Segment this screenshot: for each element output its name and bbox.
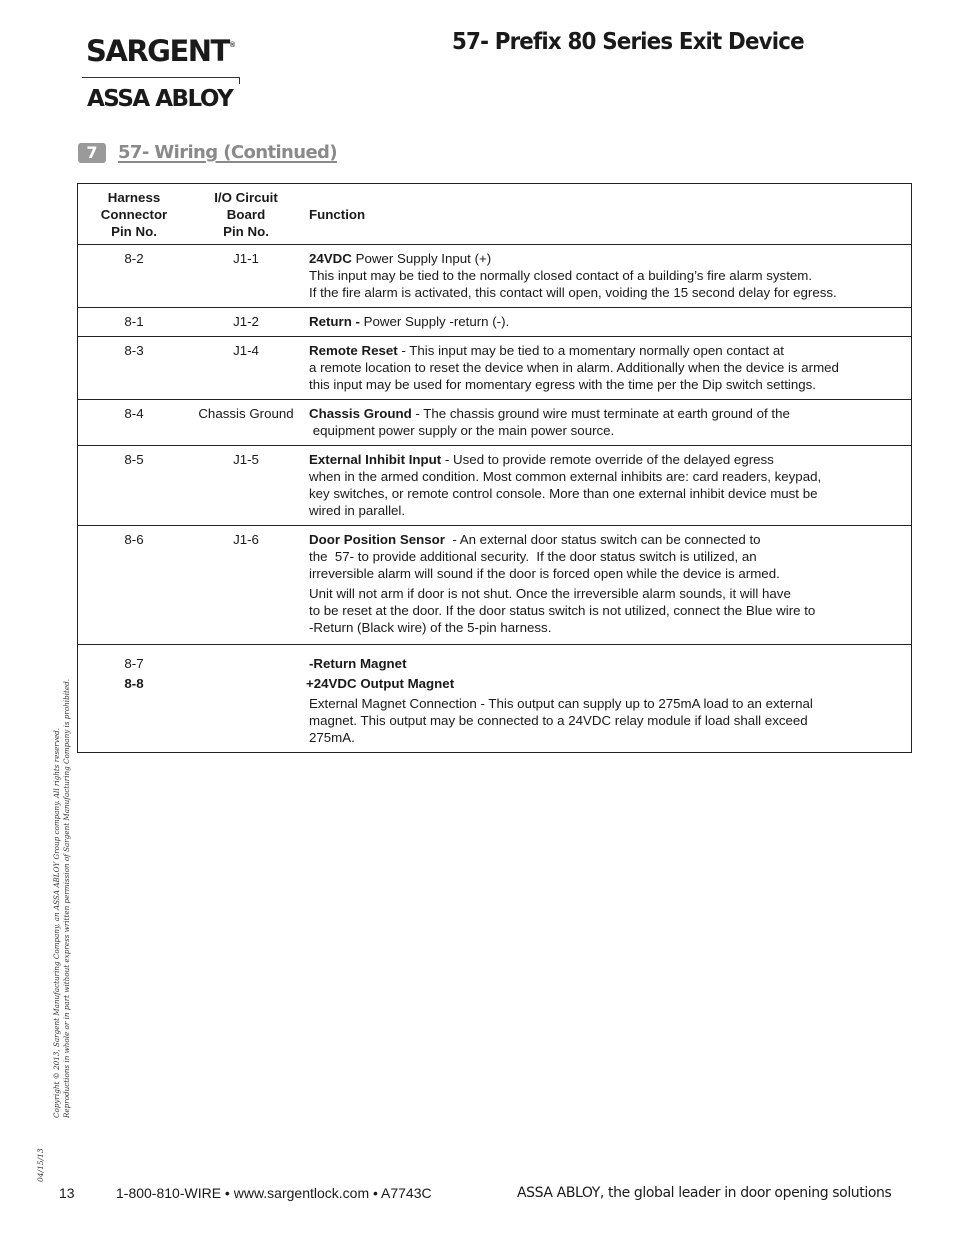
- function-cell: Door Position Sensor - An external door status switch can be connected to the 57- to provide additional security. If the door status switch is utilized, an irreversible alarm will sound if the door is forced open while the device is armed. Unit will not arm if door is not shut. Once the irreversible alarm sounds, it will have to be reset at the door. If the door status switch is not utilized, connect the Blue wire to -Return (Black wire) of the 5-pin harness.: [302, 526, 912, 645]
- function-cell: Remote Reset - This input may be tied to a momentary normally open contact at a remote location to reset the device when in alarm. Additionally when the device is armed this input may be used for momentary egress with the time per the Dip switch settings.: [309, 343, 839, 392]
- function-cell: 24VDC Power Supply Input (+) This input may be tied to the normally closed contact of a building’s fire alarm system. If the fire alarm is activated, this contact will open, voiding the 15 second delay for egress.: [309, 251, 837, 300]
- function-cell: External Inhibit Input - Used to provide remote override of the delayed egress when in the armed condition. Most common external inhibits are: card readers, keypad, key switches, or remote control console. More than one external inhibit device must be wired in parallel.: [309, 452, 822, 518]
- harness-pin-cell: 8-6: [124, 532, 144, 547]
- function-paragraph: Unit will not arm if door is not shut. Once the irreversible alarm sounds, it will have to be reset at the door. If the door status switch is not utilized, connect the Blue wire to -Return (Black wire) of the 5-pin harness.: [309, 586, 816, 635]
- section-title: 57- Wiring (Continued): [118, 142, 337, 163]
- header-harness-connector: Harness Connector Pin No.: [78, 184, 191, 245]
- harness-pin-cell: 8-7 8-8: [124, 656, 144, 691]
- io-pin-cell: J1-2: [233, 314, 259, 329]
- footer-contact: 1-800-810-WIRE • www.sargentlock.com • A7743C: [116, 1185, 432, 1201]
- table-row: [78, 400, 912, 446]
- function-cell: Chassis Ground - The chassis ground wire must terminate at earth ground of the equipment power supply or the main power source.: [309, 406, 790, 438]
- io-pin-cell: J1-6: [233, 532, 259, 547]
- footer-tagline: ASSA ABLOY, the global leader in door opening solutions: [517, 1185, 892, 1201]
- date-code: 04/15/13: [36, 1148, 45, 1182]
- page-number: 13: [59, 1185, 75, 1201]
- io-pin-cell: J1-4: [233, 343, 259, 358]
- io-pin-cell: [190, 645, 302, 753]
- table-row: [78, 308, 912, 337]
- section-number-badge: 7: [78, 143, 106, 163]
- document-title: 57- Prefix 80 Series Exit Device: [452, 29, 804, 55]
- table-row: [78, 526, 912, 645]
- table-row: [78, 446, 912, 526]
- harness-pin-cell: 8-3: [124, 343, 144, 358]
- function-cell: -Return Magnet +24VDC Output Magnet External Magnet Connection - This output can supply up to 275mA load to an external magnet. This output may be connected to a 24VDC relay module if load shall exceed 275mA.: [306, 656, 813, 745]
- logo-divider: [82, 77, 240, 78]
- function-term: 24VDC: [309, 251, 352, 266]
- registered-mark: ®: [230, 42, 236, 49]
- header-io-circuit-board: I/O Circuit Board Pin No.: [190, 184, 302, 245]
- table-row: [78, 337, 912, 400]
- table-header-row: [78, 184, 912, 245]
- io-pin-cell: J1-5: [233, 452, 259, 467]
- assa-abloy-logo: ASSA ABLOY: [87, 86, 233, 112]
- harness-pin-cell: 8-5: [124, 452, 144, 467]
- function-term: Door Position Sensor: [309, 532, 445, 547]
- sargent-logo: SARGENT: [86, 34, 229, 68]
- header-function: Function: [302, 184, 912, 245]
- wiring-table: [77, 183, 912, 753]
- harness-pin-cell: 8-2: [124, 251, 144, 266]
- function-term: External Inhibit Input: [309, 452, 442, 467]
- harness-pin-cell: 8-1: [124, 314, 144, 329]
- function-term: Remote Reset: [309, 343, 398, 358]
- harness-pin-cell: 8-4: [124, 406, 144, 421]
- table-row: [78, 245, 912, 308]
- table-row-magnet: [78, 645, 912, 753]
- io-pin-cell: Chassis Ground: [198, 406, 294, 421]
- copyright-notice: Copyright © 2013, Sargent Manufacturing Company, an ASSA ABLOY Group company. All rights reserved. Reproductions in whole or in part without express written permission of Sargent Manufacturing Company is prohibited.: [52, 678, 71, 1118]
- logo-divider-tick: [239, 77, 240, 84]
- function-term: Chassis Ground: [309, 406, 412, 421]
- function-cell: Return - Power Supply -return (-).: [309, 314, 510, 329]
- io-pin-cell: J1-1: [233, 251, 259, 266]
- function-term: Return -: [309, 314, 360, 329]
